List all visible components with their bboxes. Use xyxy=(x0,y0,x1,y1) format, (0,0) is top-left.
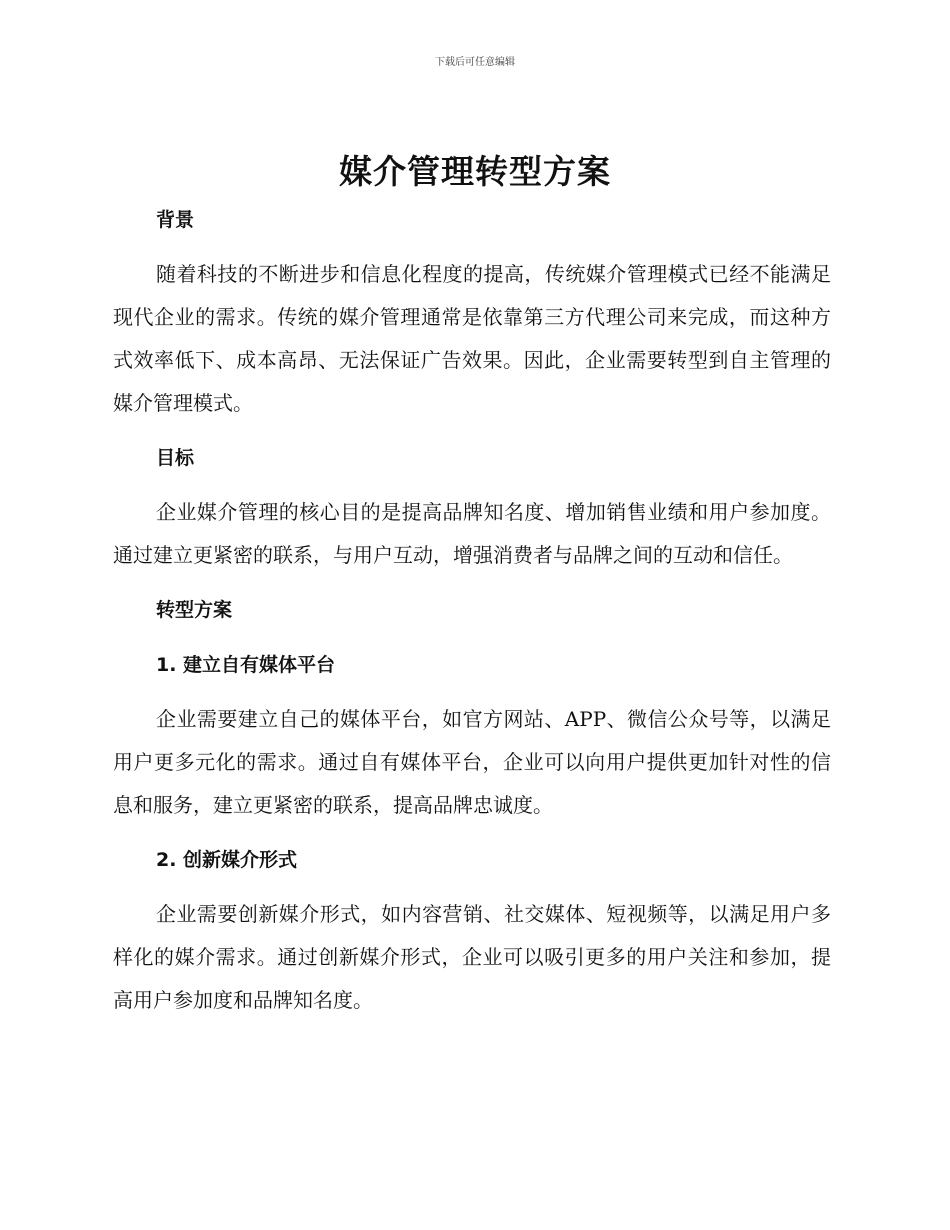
section-heading-goal: 目标 xyxy=(156,447,195,469)
subheading-innovate-media-forms: 2. 创新媒介形式 xyxy=(156,849,298,871)
document-title: 媒介管理转型方案 xyxy=(339,152,611,191)
paragraph-background: 随着科技的不断进步和信息化程度的提高，传统媒介管理模式已经不能满足现代企业的需求。传统的媒介管理通常是依靠第三方代理公司来完成，而这种方式效率低下、成本高昂、无法保证广告效果。因此，企业需要转型到自主管理的媒介管理模式。 xyxy=(113,262,831,415)
paragraph-innovate-media-forms: 企业需要创新媒介形式，如内容营销、社交媒体、短视频等，以满足用户多样化的媒介需求。通过创新媒介形式，企业可以吸引更多的用户关注和参加，提高用户参加度和品牌知名度。 xyxy=(113,902,831,1012)
paragraph-own-media-platform: 企业需要建立自己的媒体平台，如官方网站、APP、微信公众号等，以满足用户更多元化的需求。通过自有媒体平台，企业可以向用户提供更加针对性的信息和服务，建立更紧密的联系，提高品牌忠诚度。 xyxy=(113,707,831,817)
page-header: 下载后可任意编辑 xyxy=(435,57,515,68)
section-heading-plan: 转型方案 xyxy=(156,599,233,621)
subheading-own-media-platform: 1. 建立自有媒体平台 xyxy=(156,654,336,676)
section-heading-background: 背景 xyxy=(156,209,195,231)
paragraph-goal: 企业媒介管理的核心目的是提高品牌知名度、增加销售业绩和用户参加度。通过建立更紧密的联系，与用户互动，增强消费者与品牌之间的互动和信任。 xyxy=(113,500,831,567)
document-body xyxy=(113,198,831,1033)
